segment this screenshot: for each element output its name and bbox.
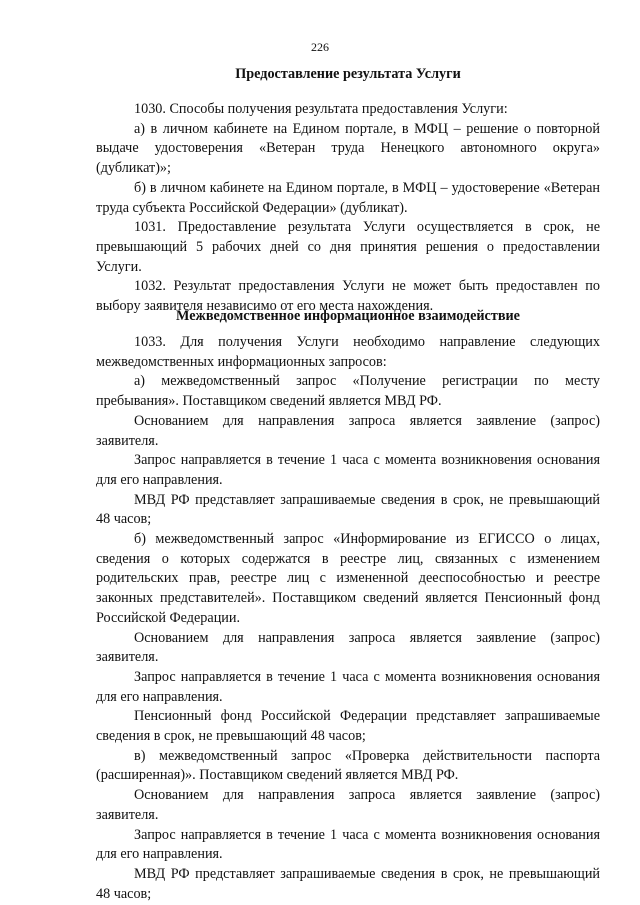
paragraph-timing-b: Запрос направляется в течение 1 часа с момента возникновения основания для его направления. [96,668,600,705]
paragraph-1030-a: а) в личном кабинете на Едином портале, в МФЦ – решение о повторной выдаче удостоверения «Ветеран труда Ненецкого автономного округа» (дубликат)»; [96,120,600,177]
paragraph-1033: 1033. Для получения Услуги необходимо направление следующих межведомственных информационных запросов: [96,334,600,370]
section-result-body [96,100,600,317]
paragraph-1033-v: в) межведомственный запрос «Проверка действительности паспорта (расширенная)». Поставщиком сведений является МВД РФ. [96,747,600,784]
section-heading-interagency: Межведомственное информационное взаимодействие [176,308,520,324]
paragraph-basis-a: Основанием для направления запроса является заявление (запрос) заявителя. [96,412,600,449]
paragraph-1032: 1032. Результат предоставления Услуги не может быть предоставлен по выбору заявителя независимо от его места нахождения. [96,278,600,315]
paragraph-1030: 1030. Способы получения результата предоставления Услуги: [134,101,508,117]
paragraph-response-a: МВД РФ представляет запрашиваемые сведения в срок, не превышающий 48 часов; [96,491,600,528]
paragraph-basis-v: Основанием для направления запроса является заявление (запрос) заявителя. [96,787,600,823]
page-number: 226 [311,40,329,54]
section-heading-result: Предоставление результата Услуги [235,66,461,82]
section-interagency-body [96,333,600,904]
paragraph-1033-b: б) межведомственный запрос «Информирование из ЕГИССО о лицах, сведения о которых содержатся в реестре лиц, связанных с изменением родительских прав, реестре лиц с измененной дееспособностью и реестре законных представителей». Поставщиком сведений является Пенсионный фонд Российской Федерации. [96,531,600,626]
paragraph-basis-b: Основанием для направления запроса является заявление (запрос) заявителя. [96,629,600,666]
paragraph-timing-v: Запрос направляется в течение 1 часа с момента возникновения основания для его направления. [96,826,600,863]
paragraph-1031: 1031. Предоставление результата Услуги осуществляется в срок, не превышающий 5 рабочих дней со дня принятия решения о предоставлении Услуги. [96,219,600,275]
paragraph-timing-a: Запрос направляется в течение 1 часа с момента возникновения основания для его направления. [96,452,600,488]
paragraph-response-b: Пенсионный фонд Российской Федерации представляет запрашиваемые сведения в срок, не превышающий 48 часов; [96,708,600,745]
paragraph-1030-b: б) в личном кабинете на Едином портале, в МФЦ – удостоверение «Ветеран труда субъекта Российской Федерации» (дубликат). [96,179,600,216]
paragraph-response-v: МВД РФ представляет запрашиваемые сведения в срок, не превышающий 48 часов; [96,865,600,902]
paragraph-1033-a: а) межведомственный запрос «Получение регистрации по месту пребывания». Поставщиком сведений является МВД РФ. [96,373,600,410]
